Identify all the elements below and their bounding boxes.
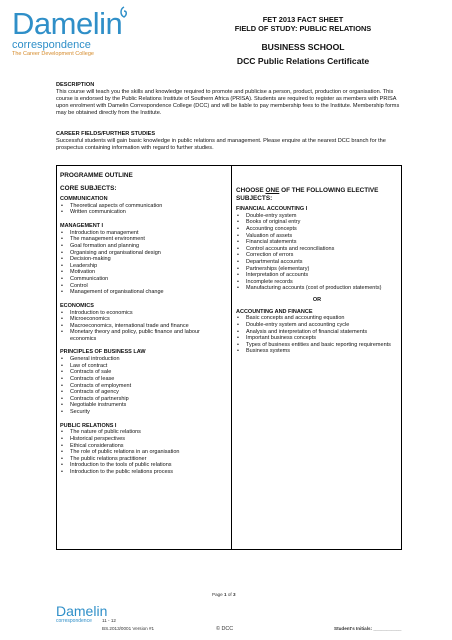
list-item: • Analysis and interpretation of financial statements xyxy=(236,329,398,336)
elective-column xyxy=(236,187,398,355)
list-item: • Theoretical aspects of communication xyxy=(60,203,226,210)
list-item: • General introduction xyxy=(60,356,226,363)
list-item: • Management of organisational change xyxy=(60,289,226,296)
career-title: CAREER FIELDS/FURTHER STUDIES xyxy=(56,131,156,137)
logo-subtitle: correspondence xyxy=(12,39,91,51)
list-item: • Goal formation and planning xyxy=(60,243,226,250)
description-text: This course will teach you the skills and knowledge required to promote and publicise a person, product, production or organisation. This course is endorsed by the Public Relations Institute of Southern Africa (PRISA). Students are required to register as members with PRISA upon enrolment with Damelin Correspondence College (DCC) and will be liable to pay membership fees to the Institute. Membership forms may be obtained directly from the Institute. xyxy=(56,89,400,117)
logo-swirl-icon xyxy=(118,6,130,20)
list-item: • Security xyxy=(60,409,226,416)
list-item: • Double-entry system xyxy=(236,213,398,220)
list-item: • Control xyxy=(60,283,226,290)
list-item: • Interpretation of accounts xyxy=(236,272,398,279)
list-item: • Basic concepts and accounting equation xyxy=(236,315,398,322)
list-item: • Accounting concepts xyxy=(236,226,398,233)
certificate-title: DCC Public Relations Certificate xyxy=(236,56,370,66)
column-divider xyxy=(231,166,232,549)
list-item: • Important business concepts xyxy=(236,335,398,342)
list-item: • Correction of errors xyxy=(236,252,398,259)
student-initials: Student's Initials: ___________ xyxy=(334,626,402,631)
core-subject-list xyxy=(60,196,226,483)
list-item: • The nature of public relations xyxy=(60,429,226,436)
subject-topics xyxy=(60,203,226,216)
list-item: • The public relations practitioner xyxy=(60,456,226,463)
list-item: • Historical perspectives xyxy=(60,436,226,443)
subject-title-economics: ECONOMICS xyxy=(60,302,94,309)
subject-title-management-i: MANAGEMENT I xyxy=(60,222,104,229)
field-of-study: FIELD OF STUDY: PUBLIC RELATIONS xyxy=(234,24,372,33)
list-item: • Valuation of assets xyxy=(236,233,398,240)
list-item: • Decision-making xyxy=(60,256,226,263)
list-item: • Manufacturing accounts (cost of production statements) xyxy=(236,285,398,292)
copyright: © DCC xyxy=(216,626,234,632)
list-item: • The management environment xyxy=(60,236,226,243)
list-item: • Financial statements xyxy=(236,239,398,246)
programme-outline-title: PROGRAMME OUTLINE xyxy=(60,172,133,179)
list-item: • Books of original entry xyxy=(236,219,398,226)
programme-outline-box xyxy=(56,165,402,550)
or-separator: OR xyxy=(312,296,322,303)
subject-topics xyxy=(60,429,226,475)
list-item: • Introduction to economics xyxy=(60,310,226,317)
school-name: BUSINESS SCHOOL xyxy=(261,42,345,52)
elective-title: CHOOSE ONE OF THE FOLLOWING ELECTIVE SUBJECTS: xyxy=(236,187,379,202)
list-item: • Types of business entities and basic reporting requirements xyxy=(236,342,398,349)
subject-topics xyxy=(60,230,226,296)
footer-logo: Damelin correspondence xyxy=(56,603,108,624)
core-column xyxy=(60,172,226,483)
fact-sheet-title: FET 2013 FACT SHEET xyxy=(262,15,344,24)
list-item: • Contracts of employment xyxy=(60,383,226,390)
list-item: • Business systems xyxy=(236,348,398,355)
core-subjects-title: CORE SUBJECTS: xyxy=(60,185,117,192)
page-number: Page 1 of 3 xyxy=(212,592,236,597)
list-item: • Introduction to the public relations process xyxy=(60,469,226,476)
list-item: • Written communication xyxy=(60,209,226,216)
list-item: • Ethical considerations xyxy=(60,443,226,450)
subject-topics xyxy=(60,356,226,415)
accounting-finance-list xyxy=(236,315,398,355)
subject-title-principles-of-business-law: PRINCIPLES OF BUSINESS LAW xyxy=(60,349,146,356)
list-item: • Negotiable instruments xyxy=(60,402,226,409)
accounting-finance-title: ACCOUNTING AND FINANCE xyxy=(236,308,313,315)
list-item: • Double-entry system and accounting cycle xyxy=(236,322,398,329)
career-section xyxy=(56,131,402,152)
list-item: • Law of contract xyxy=(60,363,226,370)
list-item: • Contracts of sale xyxy=(60,369,226,376)
subject-topics xyxy=(60,310,226,343)
list-item: • Contracts of agency xyxy=(60,389,226,396)
list-item: • Introduction to the tools of public relations xyxy=(60,462,226,469)
subject-title-public-relations-i: PUBLIC RELATIONS I xyxy=(60,422,117,429)
career-text: Successful students will gain basic knowledge in public relations and management. Please enquire at the nearest DCC branch for the prospectus containing information with regard to further studies. xyxy=(56,138,386,152)
list-item: • Monetary theory and policy, public finance and labour economics xyxy=(60,329,226,342)
list-item: • Departmental accounts xyxy=(236,259,398,266)
subject-title-communication: COMMUNICATION xyxy=(60,196,108,202)
footer-date: 11 - 12 xyxy=(102,618,116,623)
logo-wordmark: Damelin xyxy=(12,6,123,41)
financial-accounting-title: FINANCIAL ACCOUNTING I xyxy=(236,206,308,212)
list-item: • Control accounts and reconciliations xyxy=(236,246,398,253)
list-item: • Communication xyxy=(60,276,226,283)
list-item: • Introduction to management xyxy=(60,230,226,237)
list-item: • Organising and organisational design xyxy=(60,250,226,257)
document-code: BS.2013/0001 Version #1 xyxy=(102,626,155,631)
logo-tagline: The Career Development College xyxy=(12,51,94,57)
list-item: • The role of public relations in an organisation xyxy=(60,449,226,456)
damelin-logo xyxy=(12,8,152,68)
list-item: • Microeconomics xyxy=(60,316,226,323)
list-item: • Motivation xyxy=(60,269,226,276)
list-item: • Leadership xyxy=(60,263,226,270)
financial-accounting-list xyxy=(236,213,398,292)
list-item: • Incomplete records xyxy=(236,279,398,286)
list-item: • Contracts of partnership xyxy=(60,396,226,403)
description-title: DESCRIPTION xyxy=(56,82,95,88)
list-item: • Macroeconomics, international trade and finance xyxy=(60,323,226,330)
list-item: • Partnerships (elementary) xyxy=(236,266,398,273)
description-section xyxy=(56,82,402,117)
list-item: • Contracts of lease xyxy=(60,376,226,383)
